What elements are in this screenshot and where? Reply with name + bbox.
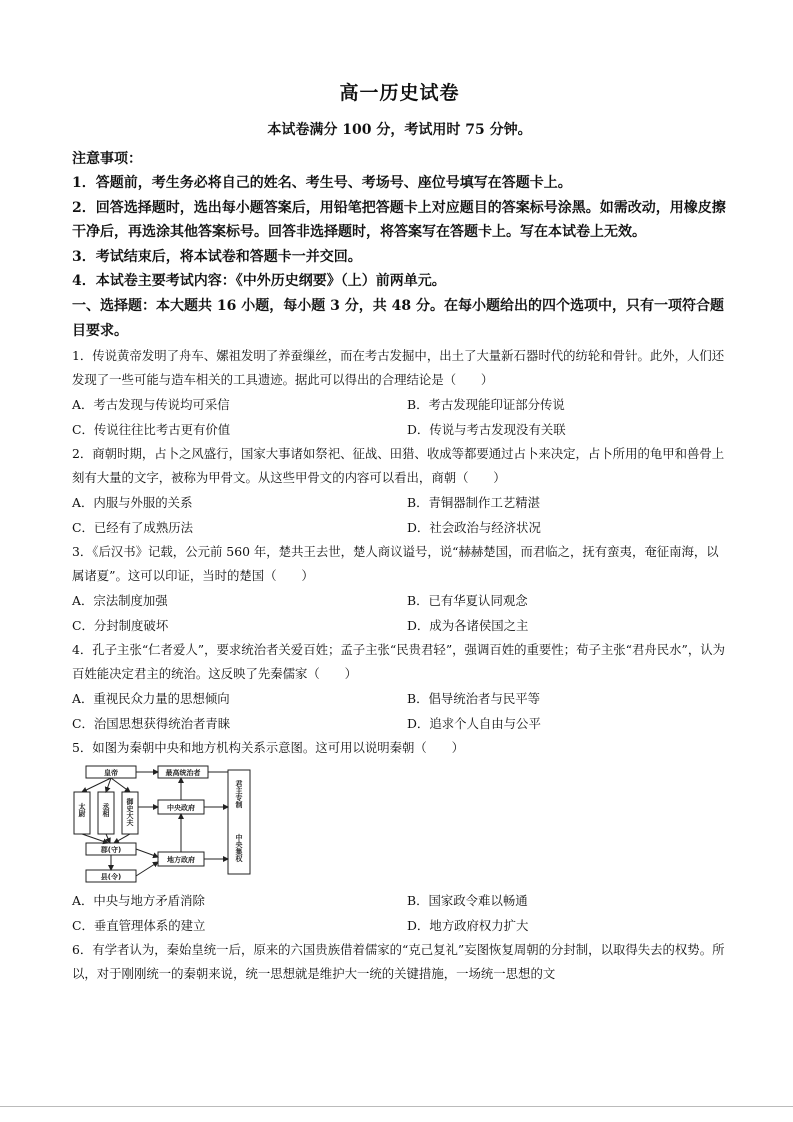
- section-heading: 一、选择题：本大题共 16 小题，每小题 3 分，共 48 分。在每小题给出的四个选项中，只有一项符合题目要求。: [72, 297, 724, 339]
- notice-heading: 注意事项：: [72, 151, 142, 167]
- question-3-stem: 3．《后汉书》记载，公元前 560 年，楚共王去世，楚人商议谥号，说“赫赫楚国，而君临之，抚有蛮夷，奄征南海，以属诸夏”。这可以印证，当时的楚国（ ）: [72, 543, 719, 583]
- question-2-options: [72, 490, 727, 540]
- q5-option-c: C．垂直管理体系的建立: [72, 917, 206, 933]
- q1-option-b: B．考古发现能印证部分传说: [407, 396, 565, 412]
- xian-label: 县(令): [100, 872, 122, 881]
- diagram-svg: [72, 764, 267, 886]
- q3-option-c: C．分封制度破坏: [72, 617, 169, 633]
- q3-option-d: D．成为各诸侯国之主: [407, 617, 529, 633]
- absolutism-label: 君主专制: [235, 779, 243, 808]
- emperor-label: 皇帝: [104, 768, 118, 777]
- exam-subtitle: 本试卷满分 100 分，考试用时 75 分钟。: [267, 122, 532, 138]
- taiwei-label: 太尉: [78, 802, 86, 817]
- local-gov-label: 地方政府: [167, 855, 195, 864]
- q1-option-d: D．传说与考古发现没有关联: [407, 421, 566, 437]
- q4-option-b: B．倡导统治者与民平等: [407, 690, 541, 706]
- notice-item-4: 4．本试卷主要考试内容：《中外历史纲要》（上）前两单元。: [72, 273, 446, 289]
- jun-label: 郡(守): [100, 845, 122, 854]
- centralization-label: 中央集权: [235, 833, 243, 862]
- notice-item-1: 1．答题前，考生务必将自己的姓名、考生号、考场号、座位号填写在答题卡上。: [72, 175, 572, 191]
- supreme-label: 最高统治者: [165, 768, 201, 777]
- q1-option-a: A．考古发现与传说均可采信: [72, 396, 230, 412]
- page-bottom-rule: [0, 1106, 793, 1107]
- q2-option-c: C．已经有了成熟历法: [72, 519, 193, 535]
- q2-option-a: A．内服与外服的关系: [72, 494, 193, 510]
- chengxiang-label: 丞相: [102, 802, 110, 817]
- central-gov-label: 中央政府: [167, 803, 195, 812]
- q5-option-a: A．中央与地方矛盾消除: [72, 892, 205, 908]
- question-6-stem: 6．有学者认为，秦始皇统一后，原来的六国贵族借着儒家的“克己复礼”妄图恢复周朝的分封制，以取得失去的权势。所以，对于刚刚统一的秦朝来说，统一思想就是维护大一统的关键措施，一场统一思想的文: [72, 941, 725, 981]
- question-2-stem: 2．商朝时期，占卜之风盛行，国家大事诸如祭祀、征战、田猎、收成等都要通过占卜来决定，占卜所用的龟甲和兽骨上刻有大量的文字，被称为甲骨文。从这些甲骨文的内容可以看出，商朝（ ）: [72, 445, 725, 485]
- q3-option-a: A．宗法制度加强: [72, 592, 168, 608]
- q2-option-b: B．青铜器制作工艺精湛: [407, 494, 541, 510]
- question-1-options: [72, 392, 727, 442]
- exam-page: [72, 78, 727, 986]
- question-3-options: [72, 588, 727, 638]
- yushi-label: 御史大夫: [126, 797, 134, 826]
- q5-option-d: D．地方政府权力扩大: [407, 917, 529, 933]
- notice-item-3: 3．考试结束后，将本试卷和答题卡一并交回。: [72, 248, 362, 265]
- q4-option-a: A．重视民众力量的思想倾向: [72, 690, 230, 706]
- notice-item-2: 2．回答选择题时，选出每小题答案后，用铅笔把答题卡上对应题目的答案标号涂黑。如需改动，用橡皮擦干净后，再选涂其他答案标号。回答非选择题时，将答案写在答题卡上。写在本试卷上无效。: [72, 199, 726, 240]
- exam-title: 高一历史试卷: [339, 82, 460, 104]
- question-4-options: [72, 686, 727, 736]
- q3-option-b: B．已有华夏认同观念: [407, 592, 528, 608]
- question-5-stem: 5．如图为秦朝中央和地方机构关系示意图。这可用以说明秦朝（ ）: [72, 739, 464, 755]
- question-1-stem: 1．传说黄帝发明了舟车、嫘祖发明了养蚕缫丝，而在考古发掘中，出土了大量新石器时代的纺轮和骨针。此外，人们还发现了一些可能与造车相关的工具遗迹。据此可以得出的合理结论是（ ）: [72, 347, 725, 387]
- question-5-options: [72, 888, 727, 938]
- q4-option-c: C．治国思想获得统治者青睐: [72, 715, 231, 731]
- q1-option-c: C．传说往往比考古更有价值: [72, 421, 231, 437]
- q2-option-d: D．社会政治与经济状况: [407, 519, 541, 535]
- q4-option-d: D．追求个人自由与公平: [407, 715, 541, 731]
- qin-structure-diagram: [72, 764, 267, 886]
- question-4-stem: 4．孔子主张“仁者爱人”，要求统治者关爱百姓；孟子主张“民贵君轻”，强调百姓的重要性；荀子主张“君舟民水”，认为百姓能决定君主的统治。这反映了先秦儒家（ ）: [72, 641, 726, 681]
- q5-option-b: B．国家政令难以畅通: [407, 892, 528, 908]
